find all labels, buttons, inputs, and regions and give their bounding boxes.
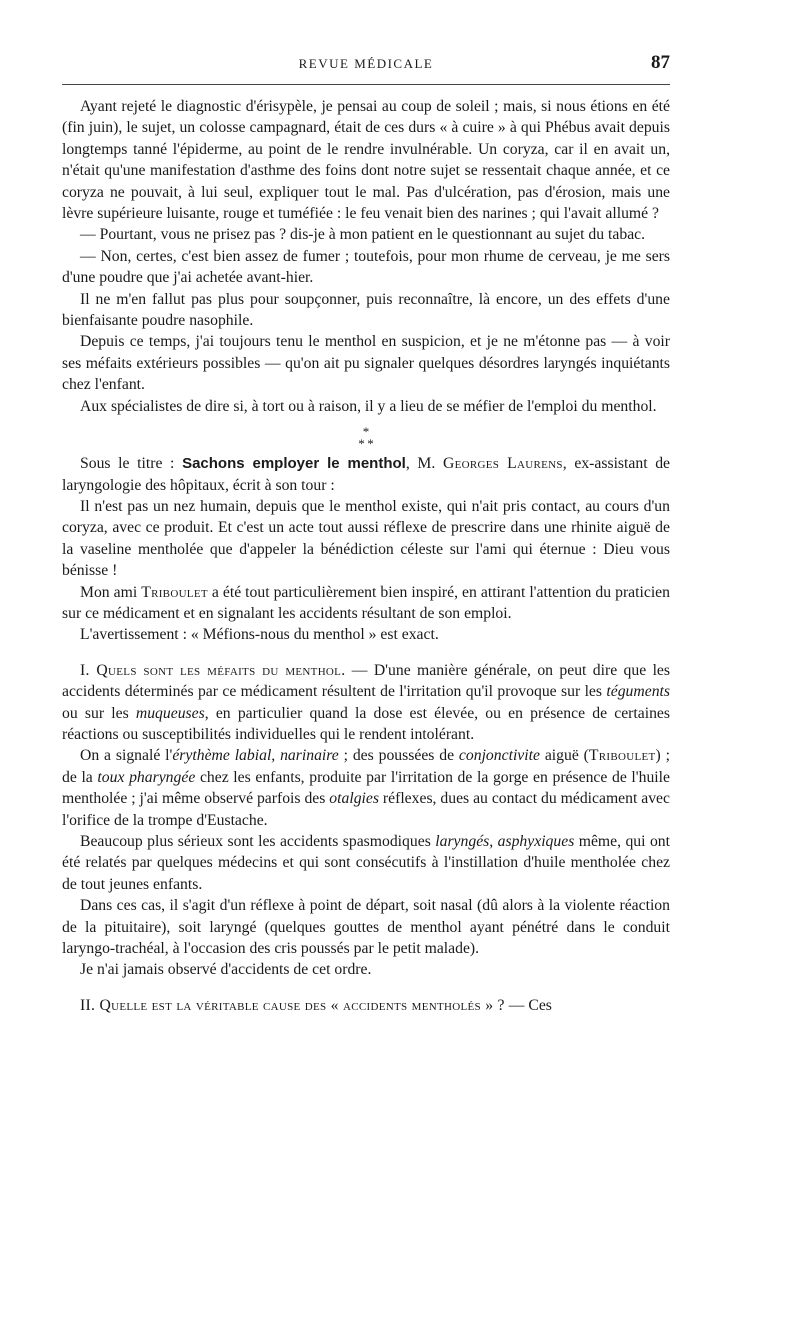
section-heading: I. Quels sont les méfaits du menthol. — [80, 661, 346, 679]
paragraph — [62, 831, 670, 895]
italic-term: laryngés, asphyxiques — [435, 833, 575, 850]
section-separator-asterism — [62, 419, 670, 453]
cited-article-title: Sachons employer le menthol — [182, 455, 406, 473]
author-name: Georges Laurens — [442, 455, 563, 473]
paragraph — [62, 453, 670, 496]
italic-term: érythème labial, narinaire — [172, 747, 339, 765]
paragraph — [62, 660, 670, 746]
text-run: aiguë ( — [539, 747, 589, 765]
page-number: 87 — [651, 52, 670, 73]
italic-term: otalgies — [329, 790, 379, 808]
page-header — [62, 52, 670, 82]
asterism-star: * — [367, 436, 374, 452]
paragraph: Il ne m'en fallut pas plus pour soupçonner, puis reconnaître, là encore, un des effets d'une bienfaisante poudre nasophile. — [62, 290, 670, 330]
running-title: REVUE MÉDICALE — [298, 56, 434, 71]
text-run: — Ces — [504, 996, 552, 1014]
text-run: chez les enfants, produite par l'irritation de la gorge en présence de l'huile mentholée ; j'ai même observé parfois des — [62, 768, 670, 808]
italic-term: conjonctivite — [458, 747, 540, 765]
paragraph: Ayant rejeté le diagnostic d'érisypèle, je pensai au coup de soleil ; mais, si nous étions en été (fin juin), le sujet, un colosse campagnard, était de ces durs « à cuire » à qui Phébus avait depuis longtemps tanné l'épiderme, au point de le rendre invulnérable. Un coryza, car il en avait un, n'était qu'une manifestation d'asthme des foins dont notre sujet se ressentait chaque année, et ce coryza ne pouvait, à lui seul, expliquer tout le mal. Pas d'ulcération, pas d'érosion, mais une lèvre supérieure luisante, rouge et tuméfiée : le feu venait bien des narines ; qui l'avait allumé ? — [62, 98, 670, 223]
italic-term: muqueuses — [135, 704, 205, 722]
paragraph: Dans ces cas, il s'agit d'un réflexe à point de départ, soit nasal (dû alors à la violente réaction de la pituitaire), soit laryngé (quelques gouttes de menthol ayant pénétré dans le conduit laryngo-trachéal, à l'occasion des cris poussés par le petit malade). — [62, 897, 670, 958]
section-heading: II. Quelle est la véritable cause des « accidents mentholés » ? — [80, 996, 505, 1014]
spacer — [62, 646, 670, 660]
paragraph: Aux spécialistes de dire si, à tort ou à raison, il y a lieu de se méfier de l'emploi du menthol. — [80, 397, 657, 415]
text-run: ou sur les — [62, 704, 136, 722]
italic-term: toux pharyngée — [97, 768, 196, 786]
text-run: Sous le titre : — [80, 455, 183, 473]
text-run: ; des poussées de — [338, 747, 459, 765]
paragraph — [62, 745, 670, 831]
asterism-star: * — [362, 424, 370, 440]
spacer — [62, 981, 670, 995]
paragraph: Il n'est pas un nez humain, depuis que le menthol existe, qui n'ait pris contact, au cours d'un coryza, avec ce produit. Et c'est un acte tout aussi réflexe de prescrire dans une rhinite aiguë de la vaseline mentholée que d'appeler la bénédiction céleste sur l'ami qui éternue : Dieu vous bénisse ! — [62, 497, 670, 580]
paragraph: — Pourtant, vous ne prisez pas ? dis-je à mon patient en le questionnant au sujet du tabac. — [80, 226, 646, 244]
text-run: Mon ami — [80, 583, 142, 601]
paragraph — [62, 582, 670, 625]
italic-term: téguments — [606, 683, 670, 701]
header-rule — [62, 84, 670, 85]
text-run: , M. — [405, 455, 443, 473]
paragraph: Je n'ai jamais observé d'accidents de cet ordre. — [80, 961, 372, 979]
text-run: , en particulier quand la dose est élevée, ou en présence de certaines réactions ou susceptibilités individuelles qui le rendent intolérant. — [62, 704, 670, 743]
text-run: — D'une manière générale, on peut dire que les accidents déterminés par ce médicament résultent de l'irritation qu'il provoque sur les — [62, 661, 670, 701]
author-name: Triboulet — [141, 583, 208, 601]
paragraph — [62, 995, 670, 1016]
article-body — [62, 96, 670, 1016]
text-run: réflexes, dues au contact du médicament avec l'orifice de la trompe d'Eustache. — [62, 790, 670, 829]
text-run: Beaucoup plus sérieux sont les accidents spasmodiques — [80, 833, 436, 850]
text-run: ) ; de la — [62, 747, 670, 786]
paragraph: Depuis ce temps, j'ai toujours tenu le menthol en suspicion, et je ne m'étonne pas — à voir ses méfaits extérieurs possibles — qu'on ait pu signaler quelques désordres laryngés inquiétants chez l'enfant. — [62, 333, 670, 394]
text-run: On a signalé l' — [80, 747, 173, 765]
author-name: Triboulet — [588, 747, 656, 765]
asterism-star: * — [358, 436, 365, 452]
paragraph: — Non, certes, c'est bien assez de fumer ; toutefois, pour mon rhume de cerveau, je me sers d'une poudre que j'ai achetée avant-hier. — [62, 247, 670, 287]
text-run: même, qui ont été relatés par quelques médecins et qui sont consécutifs à l'instillation d'huile mentholée chez de tout jeunes enfants. — [62, 833, 671, 893]
text-run: , ex-assistant de laryngologie des hôpitaux, écrit à son tour : — [62, 455, 671, 494]
text-run: a été tout particulièrement bien inspiré, en attirant l'attention du praticien sur ce médicament et en signalant les accidents résultant de son emploi. — [62, 583, 670, 622]
paragraph: L'avertissement : « Méfions-nous du menthol » est exact. — [80, 626, 439, 644]
